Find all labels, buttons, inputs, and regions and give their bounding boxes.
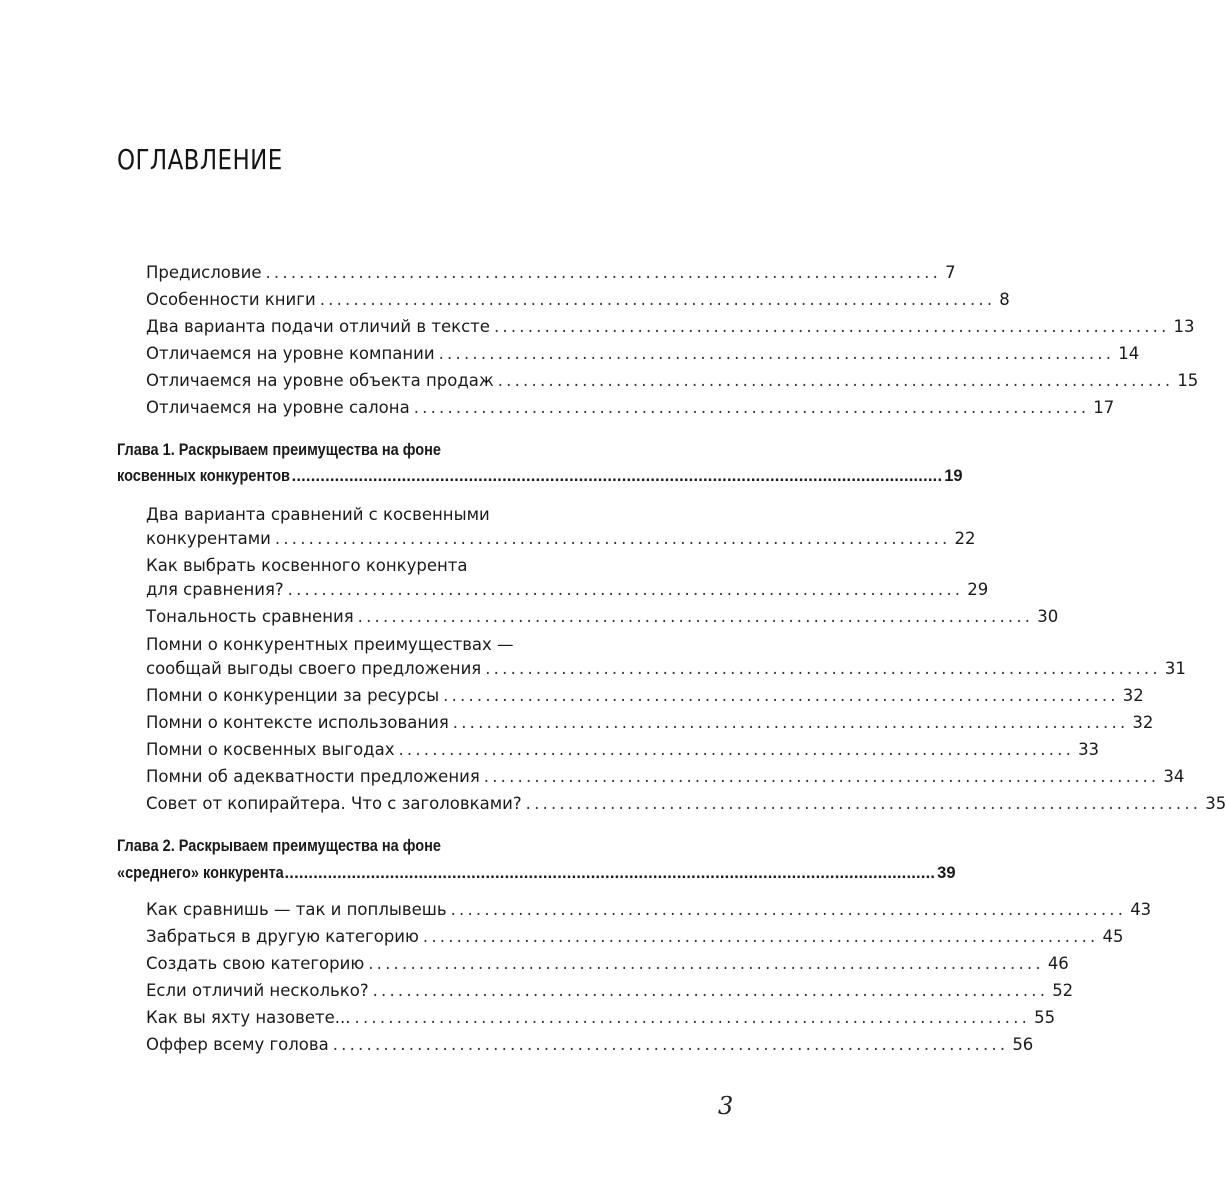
chapter-heading[interactable]: Глава 2. Раскрываем преимущества на фоне bbox=[117, 837, 441, 855]
leader-dots: ................................................................................ bbox=[485, 659, 1161, 678]
toc-entry-page: 17 bbox=[1093, 398, 1115, 417]
toc-entry[interactable] bbox=[146, 925, 1124, 949]
leader-dots: ........................................................................................................................................ bbox=[284, 864, 936, 882]
toc-entry-title: Оффер всему голова bbox=[146, 1035, 329, 1054]
toc-entry-title: Отличаемся на уровне объекта продаж bbox=[146, 371, 494, 390]
leader-dots: ................................................................................ bbox=[398, 740, 1075, 759]
leader-dots: ................................................................................ bbox=[332, 1035, 1009, 1054]
leader-dots: ........................................................................................................................................ bbox=[291, 467, 943, 485]
toc-entry-page: 8 bbox=[999, 290, 1010, 309]
toc-entry-page: 15 bbox=[1177, 371, 1199, 390]
leader-dots: ................................................................................ bbox=[443, 686, 1119, 705]
toc-entry-page: 34 bbox=[1163, 767, 1185, 786]
toc-entry-page: 13 bbox=[1173, 317, 1195, 336]
toc-entry-page: 35 bbox=[1205, 794, 1226, 813]
toc-entry[interactable] bbox=[146, 369, 1199, 393]
toc-entry[interactable] bbox=[146, 342, 1140, 366]
toc-entry[interactable] bbox=[146, 578, 989, 602]
toc-entry-page: 46 bbox=[1047, 954, 1069, 973]
toc-entry[interactable] bbox=[146, 1006, 1056, 1030]
toc-entry-page: 31 bbox=[1164, 659, 1186, 678]
leader-dots: ................................................................................ bbox=[265, 263, 942, 282]
leader-dots: ................................................................................ bbox=[357, 607, 1034, 626]
toc-entry-title-line1[interactable]: Два варианта сравнений с косвенными bbox=[146, 505, 490, 524]
chapter-page: 19 bbox=[944, 467, 963, 485]
leader-dots: ................................................................................ bbox=[452, 713, 1129, 732]
chapter-heading[interactable]: Глава 1. Раскрываем преимущества на фоне bbox=[117, 441, 441, 459]
toc-entry[interactable] bbox=[146, 684, 1144, 708]
toc-entry-title: Помни о конкуренции за ресурсы bbox=[146, 686, 440, 705]
toc-entry-title: Помни об адекватности предложения bbox=[146, 767, 480, 786]
toc-entry[interactable] bbox=[146, 898, 1152, 922]
toc-entry-title: Забраться в другую категорию bbox=[146, 927, 419, 946]
toc-entry[interactable] bbox=[146, 657, 1186, 681]
toc-entry-title: Помни о косвенных выгодах bbox=[146, 740, 395, 759]
toc-entry-page: 22 bbox=[954, 529, 976, 548]
toc-entry-page: 14 bbox=[1118, 344, 1140, 363]
toc-entry[interactable] bbox=[146, 711, 1154, 735]
toc-entry-title: Предисловие bbox=[146, 263, 262, 282]
leader-dots: ................................................................................ bbox=[497, 371, 1174, 390]
chapter-title: косвенных конкурентов bbox=[117, 467, 290, 485]
toc-entry[interactable] bbox=[146, 605, 1059, 629]
toc-entry-title: Помни о контексте использования bbox=[146, 713, 449, 732]
leader-dots: ................................................................................ bbox=[354, 1008, 1031, 1027]
page-title: ОГЛАВЛЕНИЕ bbox=[117, 143, 283, 176]
toc-entry-page: 32 bbox=[1132, 713, 1154, 732]
toc-entry[interactable] bbox=[146, 792, 1226, 816]
toc-entry-title: Как сравнишь — так и поплывешь bbox=[146, 900, 447, 919]
toc-entry-page: 32 bbox=[1122, 686, 1144, 705]
leader-dots: ................................................................................ bbox=[525, 794, 1202, 813]
toc-entry-title: Отличаемся на уровне компании bbox=[146, 344, 435, 363]
toc-entry-page: 52 bbox=[1052, 981, 1074, 1000]
toc-entry[interactable] bbox=[146, 288, 1010, 312]
toc-entry[interactable] bbox=[146, 1033, 1034, 1057]
chapter-page: 39 bbox=[937, 864, 956, 882]
toc-entry-page: 29 bbox=[967, 580, 989, 599]
toc-entry-page: 7 bbox=[945, 263, 956, 282]
toc-entry-title: Как вы яхту назовете... bbox=[146, 1008, 351, 1027]
toc-entry[interactable] bbox=[146, 979, 1074, 1003]
leader-dots: ................................................................................ bbox=[368, 954, 1044, 973]
toc-entry-page: 30 bbox=[1037, 607, 1059, 626]
leader-dots: ................................................................................ bbox=[422, 927, 1099, 946]
chapter-heading-entry[interactable] bbox=[117, 861, 956, 885]
toc-entry-title: Создать свою категорию bbox=[146, 954, 365, 973]
toc-entry[interactable] bbox=[146, 765, 1185, 789]
toc-entry[interactable] bbox=[146, 315, 1195, 339]
toc-entry-title: сообщай выгоды своего предложения bbox=[146, 659, 482, 678]
toc-entry[interactable] bbox=[146, 952, 1069, 976]
toc-entry-title-line1[interactable]: Как выбрать косвенного конкурента bbox=[146, 556, 468, 575]
toc-entry-title: для сравнения? bbox=[146, 580, 284, 599]
leader-dots: ................................................................................ bbox=[483, 767, 1160, 786]
toc-entry-page: 56 bbox=[1012, 1035, 1034, 1054]
toc-entry-title: Два варианта подачи отличий в тексте bbox=[146, 317, 490, 336]
toc-entry-title: Отличаемся на уровне салона bbox=[146, 398, 410, 417]
toc-entry[interactable] bbox=[146, 396, 1115, 420]
toc-entry-title: Особенности книги bbox=[146, 290, 316, 309]
toc-entry-title-line1[interactable]: Помни о конкурентных преимуществах — bbox=[146, 635, 514, 654]
chapter-title: «среднего» конкурента bbox=[117, 864, 284, 882]
toc-entry-page: 43 bbox=[1130, 900, 1152, 919]
toc-entry-page: 33 bbox=[1078, 740, 1100, 759]
leader-dots: ................................................................................ bbox=[319, 290, 996, 309]
toc-entry[interactable] bbox=[146, 261, 956, 285]
chapter-heading-entry[interactable] bbox=[117, 464, 963, 488]
toc-entry-page: 55 bbox=[1034, 1008, 1056, 1027]
toc-entry-title: Если отличий несколько? bbox=[146, 981, 369, 1000]
toc-entry[interactable] bbox=[146, 738, 1100, 762]
toc-entry-title: Совет от копирайтера. Что с заголовками? bbox=[146, 794, 522, 813]
leader-dots: ................................................................................ bbox=[274, 529, 951, 548]
page-number: 3 bbox=[718, 1092, 734, 1120]
leader-dots: ................................................................................ bbox=[287, 580, 964, 599]
toc-entry[interactable] bbox=[146, 527, 976, 551]
leader-dots: ................................................................................ bbox=[450, 900, 1127, 919]
leader-dots: ................................................................................ bbox=[372, 981, 1049, 1000]
toc-entry-title: конкурентами bbox=[146, 529, 271, 548]
leader-dots: ................................................................................ bbox=[413, 398, 1090, 417]
leader-dots: ................................................................................ bbox=[438, 344, 1115, 363]
toc-entry-page: 45 bbox=[1102, 927, 1124, 946]
toc-entry-title: Тональность сравнения bbox=[146, 607, 354, 626]
leader-dots: ................................................................................ bbox=[493, 317, 1170, 336]
